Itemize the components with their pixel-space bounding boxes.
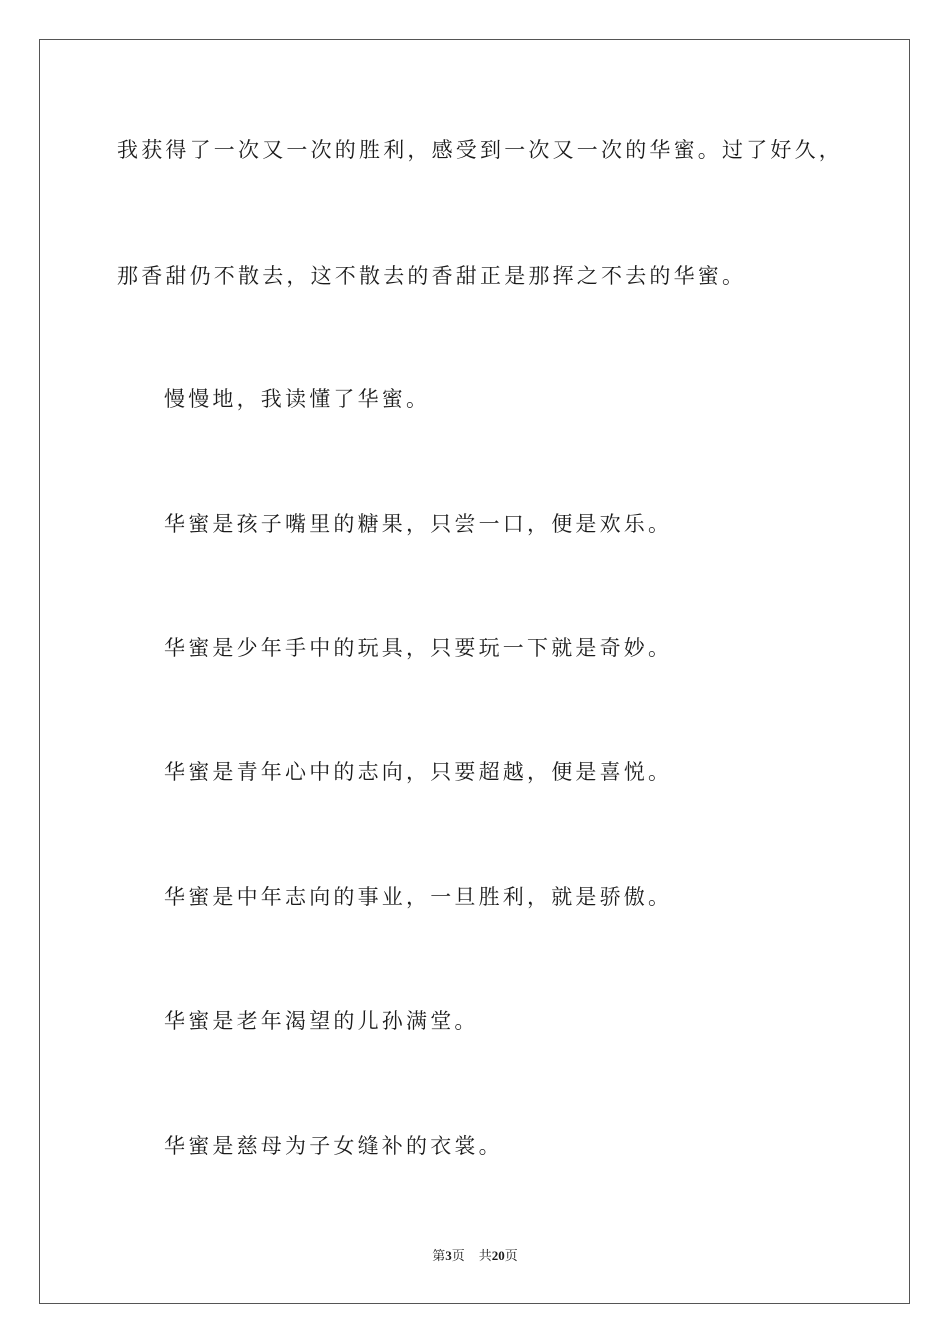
paragraph: 华蜜是孩子嘴里的糖果，只尝一口，便是欢乐。 [164,512,673,536]
total-suffix: 页 [504,1249,518,1264]
page-footer [0,1247,950,1266]
page-prefix: 第 [432,1249,446,1264]
paragraph-line: 我获得了一次又一次的胜利，感受到一次又一次的华蜜。过了好久， [117,138,843,162]
total-prefix: 共 [478,1249,492,1264]
total-pages: 20 [491,1248,505,1263]
paragraph: 华蜜是青年心中的志向，只要超越，便是喜悦。 [164,760,673,784]
paragraph-line: 那香甜仍不散去，这不散去的香甜正是那挥之不去的华蜜。 [117,264,747,288]
paragraph: 华蜜是中年志向的事业，一旦胜利，就是骄傲。 [164,885,673,909]
page-suffix: 页 [451,1249,465,1264]
page-border [39,39,910,1304]
page-number: 3 [445,1248,452,1263]
paragraph: 慢慢地，我读懂了华蜜。 [164,387,431,411]
paragraph: 华蜜是慈母为子女缝补的衣裳。 [164,1134,503,1158]
paragraph: 华蜜是少年手中的玩具，只要玩一下就是奇妙。 [164,636,673,660]
paragraph: 华蜜是老年渴望的儿孙满堂。 [164,1009,479,1033]
